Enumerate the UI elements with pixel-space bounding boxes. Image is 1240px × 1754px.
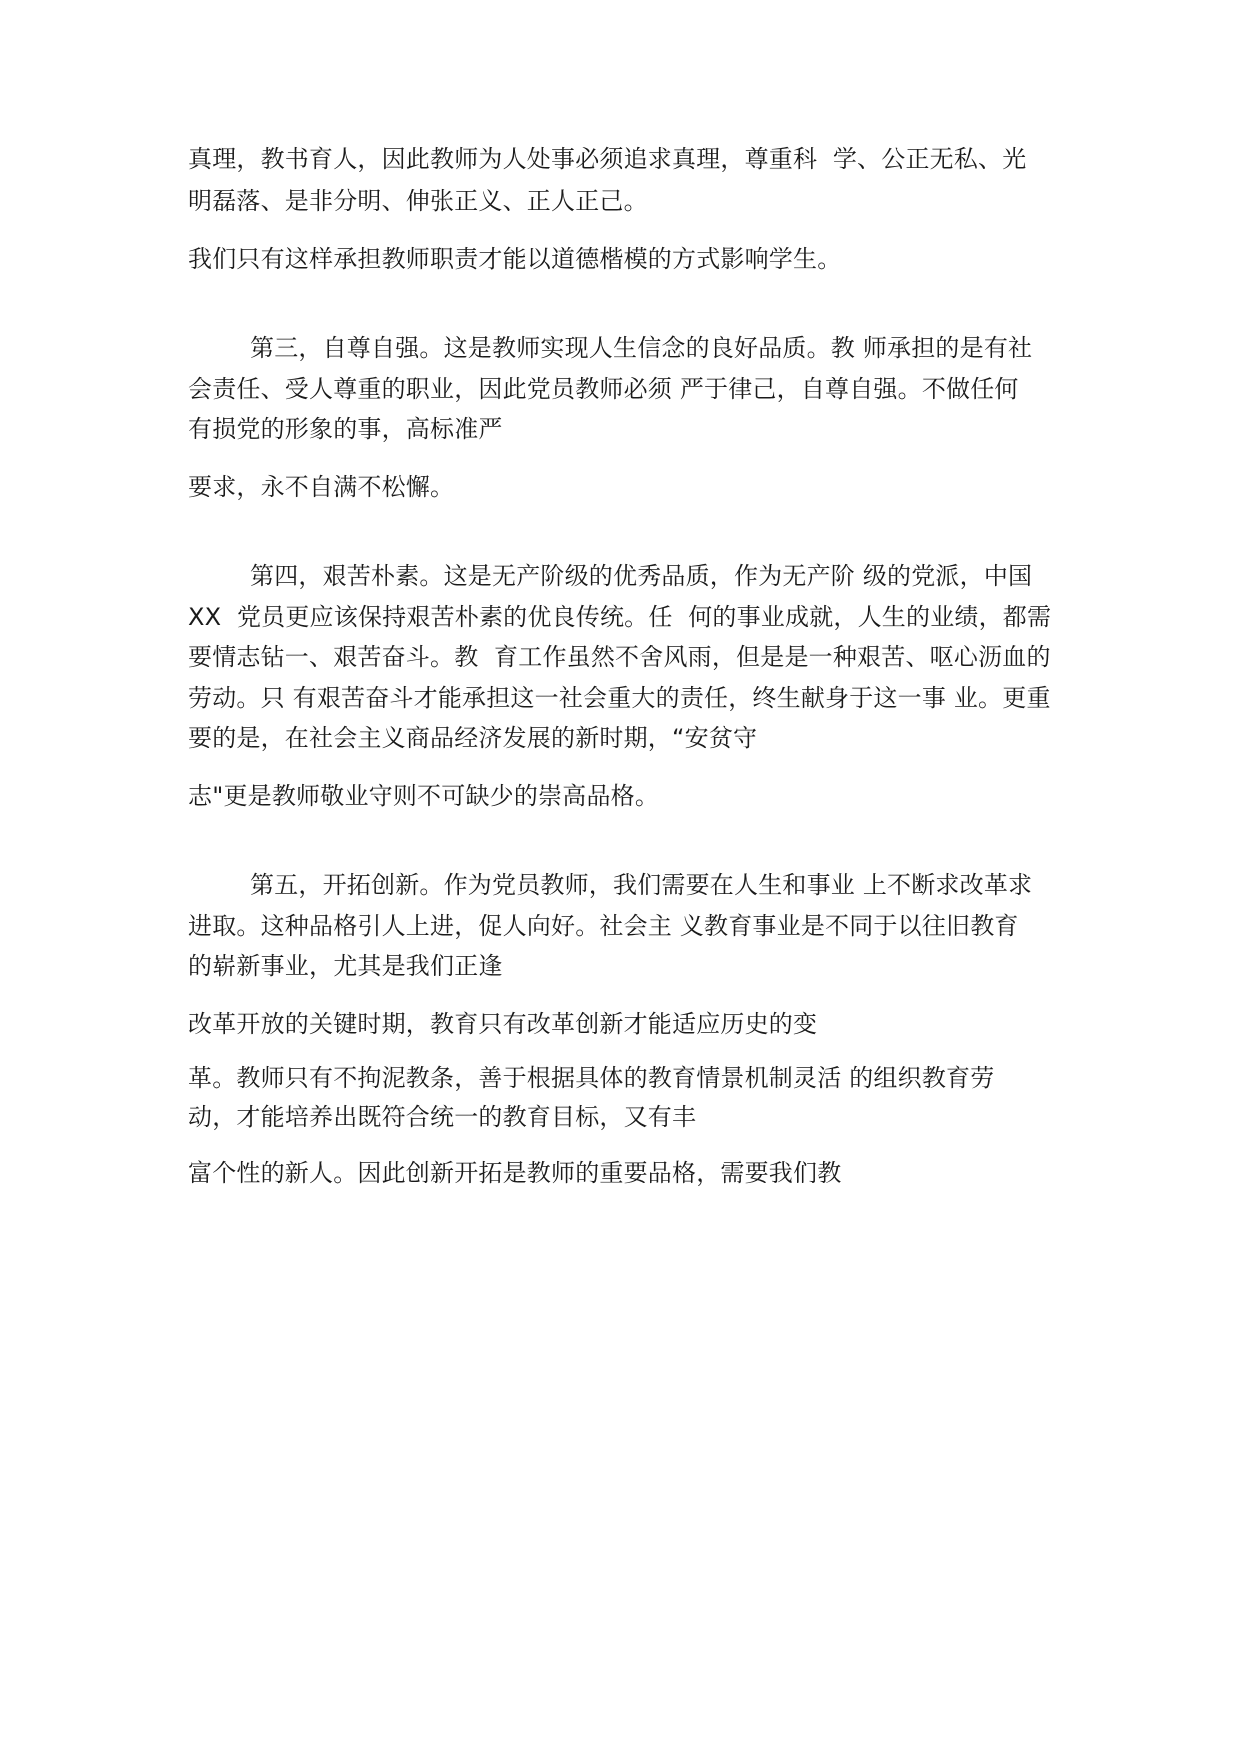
text-line: 我们只有这样承担教师职责才能以道德楷模的方式影响学生。 <box>188 245 842 273</box>
text-line: 劳动。只 有艰苦奋斗才能承担这一社会重大的责任，终生献身于这一事 业。更重 <box>188 684 1051 712</box>
text-line: 要情志钻一、艰苦奋斗。教 育工作虽然不舍风雨，但是是一种艰苦、呕心沥血的 <box>188 643 1051 671</box>
text-line: 革。教师只有不拘泥教条，善于根据具体的教育情景机制灵活 的组织教育劳 <box>188 1064 995 1092</box>
text-line: 富个性的新人。因此创新开拓是教师的重要品格，需要我们教 <box>188 1159 842 1187</box>
text-line: 会责任、受人尊重的职业，因此党员教师必须 严于律己，自尊自强。不做任何 <box>188 375 1019 403</box>
text-line: 进取。这种品格引人上进，促人向好。社会主 义教育事业是不同于以往旧教育 <box>188 912 1019 940</box>
text-line: 改革开放的关键时期，教育只有改革创新才能适应历史的变 <box>188 1010 818 1038</box>
paragraph-start-line: 第五，开拓创新。作为党员教师，我们需要在人生和事业 上不断求改革求 <box>250 871 1033 899</box>
text-line: 明磊落、是非分明、伸张正义、正人正己。 <box>188 187 648 215</box>
paragraph-start-line: 第四，艰苦朴素。这是无产阶级的优秀品质，作为无产阶 级的党派，中国 <box>250 562 1033 590</box>
paragraph-start-line: 第三，自尊自强。这是教师实现人生信念的良好品质。教 师承担的是有社 <box>250 334 1033 362</box>
text-line: 要求，永不自满不松懈。 <box>188 473 455 501</box>
text-line: 有损党的形象的事，高标准严 <box>188 415 503 443</box>
text-line: 志"更是教师敬业守则不可缺少的崇高品格。 <box>188 782 660 810</box>
text-line: 要的是，在社会主义商品经济发展的新时期，“安贫守 <box>188 724 758 752</box>
text-line: 真理，教书育人，因此教师为人处事必须追求真理，尊重科 学、公正无私、光 <box>188 145 1027 173</box>
text-line: 动，才能培养出既符合统一的教育目标，又有丰 <box>188 1103 697 1131</box>
text-line: 的崭新事业，尤其是我们正逢 <box>188 952 503 980</box>
text-line: XX 党员更应该保持艰苦朴素的优良传统。任 何的事业成就，人生的业绩，都需 <box>188 603 1052 631</box>
